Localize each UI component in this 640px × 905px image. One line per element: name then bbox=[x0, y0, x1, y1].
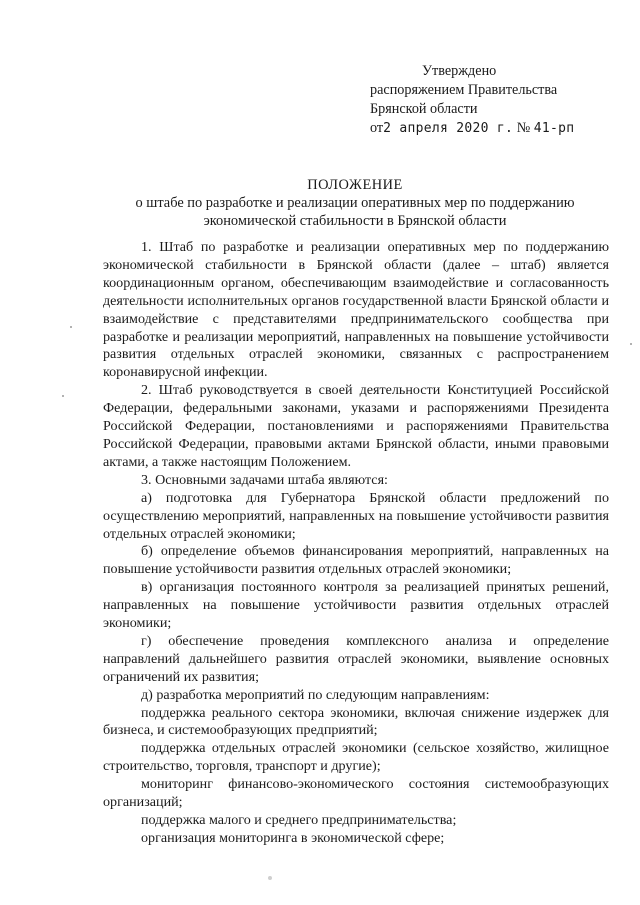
task-e: д) разработка мероприятий по следующим направлениям: bbox=[141, 686, 490, 703]
approval-label: Утверждено bbox=[422, 63, 497, 79]
paragraph-3: 3. Основными задачами штаба являются: bbox=[141, 471, 388, 488]
task-d: г) обеспечение проведения комплексного анализа и определение направлений дальнейшего развития отраслей экономики, выявление основных ограничений их развития; bbox=[103, 632, 609, 685]
approval-number: 41-рп bbox=[533, 121, 575, 136]
direction-item: поддержка малого и среднего предпринимательства; bbox=[141, 812, 457, 828]
paragraph-1: 1. Штаб по разработке и реализации оперативных мер по поддержанию экономической стабильности в Брянской области (далее – штаб) является координационным органом, обеспечивающим взаимодействие и согласованность деятельности исполнительных органов государственной власти Брянской области и взаимодействие с представителями предпринимательского сообщества при разработке и реализации мероприятий, направленных на повышение устойчивости развития отдельных отраслей экономики, связанных с распространением коронавирусной инфекции. bbox=[103, 239, 609, 381]
scan-speck bbox=[62, 395, 64, 397]
title-subtitle-line-2: экономической стабильности в Брянской области bbox=[203, 213, 507, 229]
task-a: а) подготовка для Губернатора Брянской области предложений по осуществлению мероприятий, направленных на повышение устойчивости развития отдельных отраслей экономики; bbox=[103, 489, 609, 542]
document-title bbox=[95, 176, 615, 230]
task-c: в) организация постоянного контроля за реализацией принятых решений, направленных на повышение устойчивости развития отдельных отраслей экономики; bbox=[103, 579, 609, 632]
direction-item: организация мониторинга в экономической сфере; bbox=[141, 829, 445, 846]
scan-speck bbox=[70, 326, 72, 328]
date-prefix: от bbox=[370, 120, 384, 136]
paragraph-2: 2. Штаб руководствуется в своей деятельности Конституцией Российской Федерации, федеральными законами, указами и распоряжениями Президента Российской Федерации, постановлениями и распоряжениями Правительства Российской Федерации, правовыми актами Брянской области, иными правовыми актами, а также настоящим Положением. bbox=[103, 382, 609, 470]
scan-speck bbox=[630, 343, 632, 345]
scan-mark bbox=[268, 876, 272, 880]
approval-date: 2 апреля 2020 г. bbox=[383, 121, 514, 136]
approval-region: Брянской области bbox=[370, 101, 478, 117]
title-subtitle-line-1: о штабе по разработке и реализации оперативных мер по поддержанию bbox=[135, 195, 575, 211]
direction-item: поддержка реального сектора экономики, включая снижение издержек для бизнеса, и системообразующих предприятий; bbox=[103, 704, 609, 739]
direction-item: поддержка отдельных отраслей экономики (сельское хозяйство, жилищное строительство, торговля, транспорт и другие); bbox=[103, 740, 609, 775]
direction-item: мониторинг финансово-экономического состояния системообразующих организаций; bbox=[103, 776, 609, 811]
title-main: ПОЛОЖЕНИЕ bbox=[307, 177, 403, 193]
number-prefix: № bbox=[516, 120, 531, 136]
document-body bbox=[103, 239, 609, 848]
approval-date-line bbox=[370, 119, 574, 138]
approval-authority: распоряжением Правительства bbox=[370, 82, 558, 98]
approval-block bbox=[370, 62, 574, 138]
task-b: б) определение объемов финансирования мероприятий, направленных на повышение устойчивости развития отдельных отраслей экономики; bbox=[103, 543, 609, 578]
